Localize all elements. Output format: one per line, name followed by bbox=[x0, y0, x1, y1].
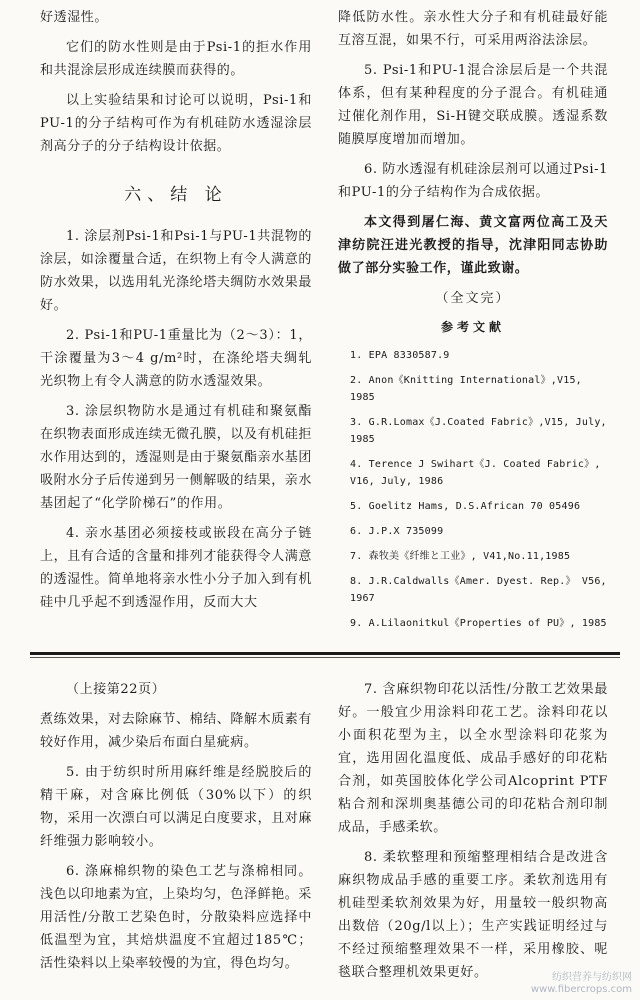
paragraph: 8. 柔软整理和预缩整理相结合是改进含麻织物成品手感的重要工序。柔软剂选用有机硅型柔软剂效果为好，用量较一般织物高出数倍（20g/l以上）；生产实践证明经过与不经过预缩整理效果不一样，采用橡胶、呢毯联合整理机效果更好。 bbox=[338, 850, 608, 980]
end-marker: （全文完） bbox=[435, 291, 511, 306]
reference-item: 9. A.Lilaonitkul《Properties of PU》, 1985 bbox=[350, 618, 607, 629]
section-title: 六、结 论 bbox=[124, 185, 228, 205]
reference-item: 8. J.R.Caldwalls《Amer. Dyest. Rep.》 V56, 1967 bbox=[350, 576, 607, 604]
watermark-line: 纺织营养与纺织网 bbox=[552, 972, 632, 983]
reference-item: 3. G.R.Lomax《J.Coated Fabric》,V15, July, 1985 bbox=[350, 417, 607, 445]
watermark bbox=[531, 972, 632, 996]
paragraph: 以上实验结果和讨论可以说明，Psi-1和PU-1的分子结构可作为有机硅防水透湿涂层剂高分子的分子结构设计依据。 bbox=[40, 93, 312, 154]
reference-item: 4. Terence J Swihart《J. Coated Fabric》, V16, July, 1986 bbox=[350, 459, 601, 487]
paragraph: 降低防水性。亲水性大分子和有机硅最好能互溶互混，如果不行，可采用两浴法涂层。 bbox=[338, 10, 608, 48]
paragraph: 煮练效果，对去除麻节、棉结、降解木质素有较好作用，减少染后布面白星疵病。 bbox=[40, 712, 313, 750]
reference-item: 6. J.P.X 735099 bbox=[350, 526, 444, 537]
reference-item: 5. Goelitz Hams, D.S.African 70 05496 bbox=[350, 501, 581, 512]
reference-item: 1. EPA 8330587.9 bbox=[350, 350, 450, 361]
paragraph: 5. 由于纺织时所用麻纤维是经脱胶后的精干麻，对含麻比例低（30%以下）的织物，采用一次漂白可以满足白度要求，且对麻纤维强力影响较小。 bbox=[40, 765, 313, 849]
reference-item: 7. 森牧美《纤维と工业》, V41,No.11,1985 bbox=[350, 551, 571, 562]
continuation-note: （上接第22页） bbox=[66, 682, 166, 697]
section-divider bbox=[30, 652, 620, 655]
section-divider-thin bbox=[30, 657, 620, 658]
paragraph: 6. 涤麻棉织物的染色工艺与涤棉相同。浅色以印地素为宜，上染均匀，色泽鲜艳。采用活性/分散工艺染色时，分散染料应选择中低温型为宜，其焙烘温度不宜超过185℃；活性染料以上染率较慢的为宜，得色均匀。 bbox=[40, 864, 313, 971]
conclusion-item: 3. 涂层织物防水是通过有机硅和聚氨酯在织物表面形成连续无微孔膜，以及有机硅拒水作用达到的，透湿则是由于聚氨酯亲水基团吸附水分子后传递到另一侧解吸的结果，亲水基团起了“化学阶梯石”的作用。 bbox=[40, 404, 313, 511]
conclusion-item: 1. 涂层剂Psi-1和Psi-1与PU-1共混物的涂层，如涂覆量合适，在织物上有令人满意的防水效果，以选用轧光涤纶塔夫绸防水效果最好。 bbox=[40, 229, 313, 313]
references-title: 参考文献 bbox=[440, 320, 505, 334]
conclusion-item: 4. 亲水基团必须接枝或嵌段在高分子链上，且有合适的含量和排列才能获得令人满意的透湿性。简单地将亲水性小分子加入到有机硅中几乎起不到透湿作用，反而大大 bbox=[40, 526, 313, 610]
paragraph: 它们的防水性则是由于Psi-1的拒水作用和共混涂层形成连续膜而获得的。 bbox=[40, 40, 312, 78]
watermark-url: www.fibercrops.com bbox=[530, 984, 632, 995]
conclusion-item: 6. 防水透湿有机硅涂层剂可以通过Psi-1和PU-1的分子结构作为合成依据。 bbox=[338, 162, 608, 200]
paragraph: 好透湿性。 bbox=[40, 10, 109, 25]
top-right-column bbox=[338, 6, 608, 640]
bottom-right-column bbox=[338, 678, 608, 991]
conclusion-item: 2. Psi-1和PU-1重量比为（2～3）：1，干涂覆量为3～4 g/m²时，在涤纶塔夫绸轧光织物上有令人满意的防水透湿效果。 bbox=[40, 328, 312, 389]
bottom-left-column bbox=[40, 678, 312, 982]
conclusion-item: 5. Psi-1和PU-1混合涂层后是一个共混体系，但有某种程度的分子混合。有机硅通过催化剂作用，Si-H键交联成膜。透湿系数随膜厚度增加而增加。 bbox=[338, 63, 608, 147]
top-left-column bbox=[40, 6, 312, 621]
reference-item: 2. Anon《Knitting International》,V15, 1985 bbox=[350, 375, 582, 403]
references-list bbox=[338, 347, 608, 632]
acknowledgement: 本文得到屠仁海、黄文富两位高工及天津纺院汪进光教授的指导，沈津阳同志协助做了部分实验工作，谨此致谢。 bbox=[338, 215, 608, 276]
paragraph: 7. 含麻织物印花以活性/分散工艺效果最好。一般宜少用涂料印花工艺。涂料印花以小面积花型为主，以全水型涂料印花浆为宜，选用固化温度低、成品手感好的印花粘合剂，如英国胶体化学公司Alcoprint PTF粘合剂和深圳奥基德公司的印花粘合剂印制成品，手感柔软。 bbox=[338, 682, 608, 835]
